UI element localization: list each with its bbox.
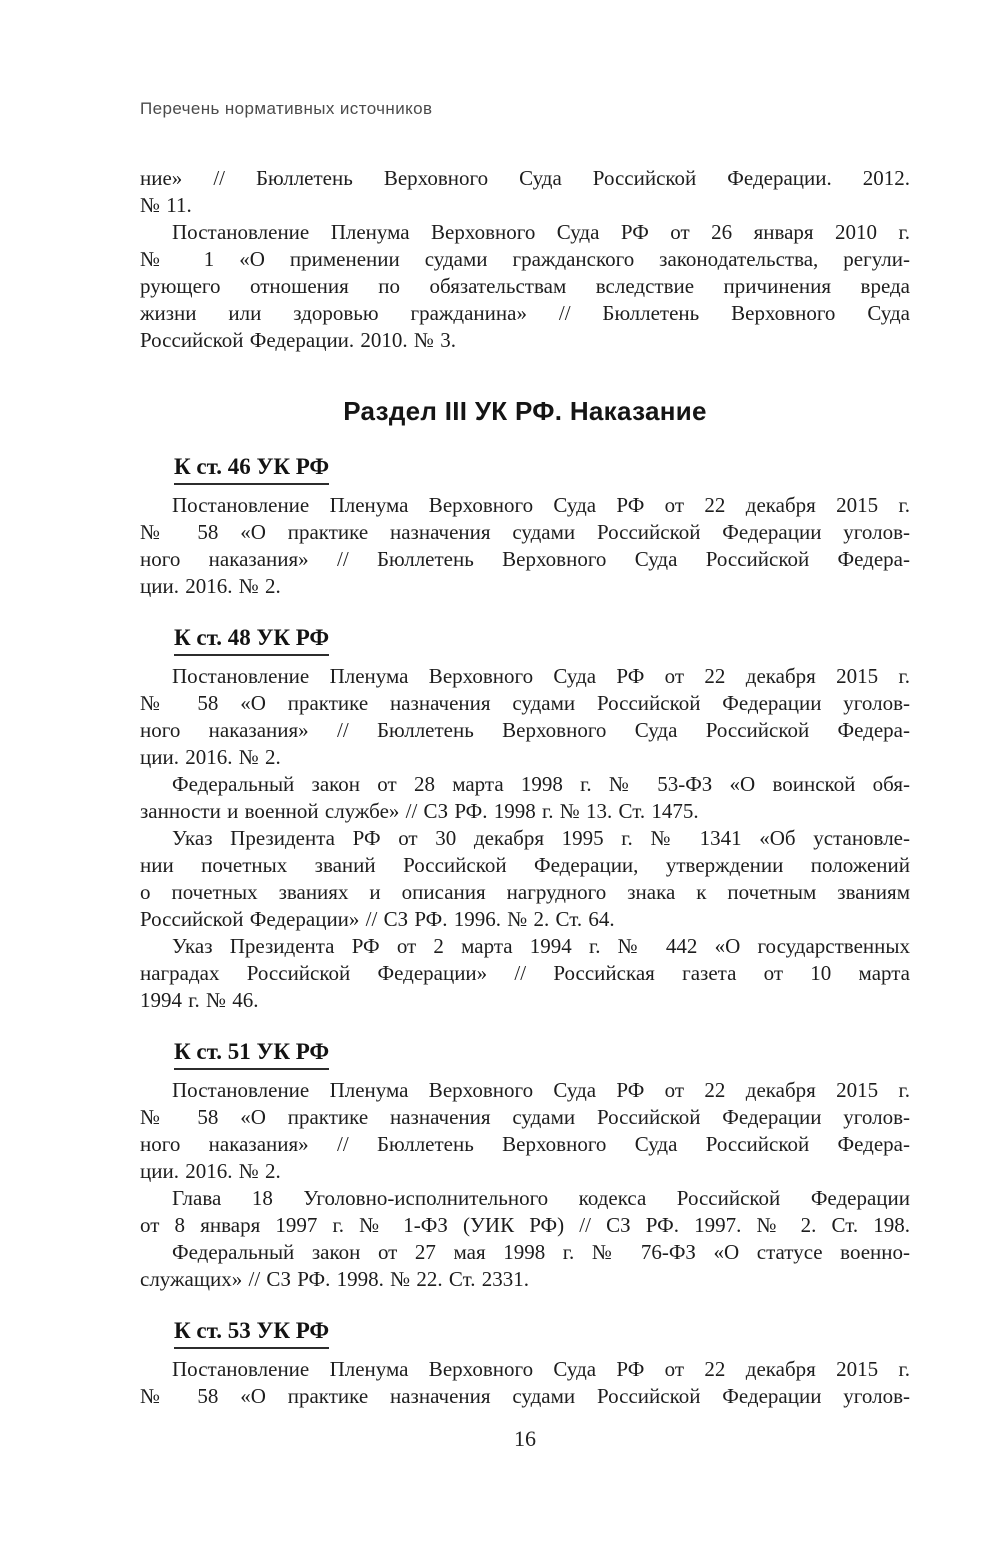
paragraph [140, 1185, 910, 1239]
running-header: Перечень нормативных источников [140, 99, 433, 118]
article-heading-46 [174, 453, 910, 485]
text-line: ции. 2016. № 2. [140, 574, 281, 598]
article-heading-46-label: К ст. 46 УК РФ [174, 453, 329, 485]
article-heading-48 [174, 624, 910, 656]
article-heading-51-label: К ст. 51 УК РФ [174, 1038, 329, 1070]
paragraph [140, 771, 910, 825]
text-line: Постановление Пленума Верховного Суда РФ от 26 января 2010 г. [172, 220, 910, 244]
text-line: Федеральный закон от 28 марта 1998 г. № 53-ФЗ «О воинской обя- [172, 772, 910, 796]
paragraph [140, 1239, 910, 1293]
article-heading-53-label: К ст. 53 УК РФ [174, 1317, 329, 1349]
text-line: ного наказания» // Бюллетень Верховного Суда Российской Федера- [140, 718, 910, 742]
paragraph-carryover [140, 165, 910, 219]
text-line: служащих» // СЗ РФ. 1998. № 22. Ст. 2331. [140, 1267, 529, 1291]
text-line: № 11. [140, 193, 192, 217]
text-line: Постановление Пленума Верховного Суда РФ от 22 декабря 2015 г. [172, 1357, 910, 1381]
text-line: Постановление Пленума Верховного Суда РФ от 22 декабря 2015 г. [172, 493, 910, 517]
text-line: № 58 «О практике назначения судами Российской Федерации уголов- [140, 1384, 910, 1408]
text-line: Постановление Пленума Верховного Суда РФ от 22 декабря 2015 г. [172, 1078, 910, 1102]
paragraph [140, 492, 910, 600]
text-line: ного наказания» // Бюллетень Верховного Суда Российской Федера- [140, 547, 910, 571]
text-line: № 58 «О практике назначения судами Российской Федерации уголов- [140, 520, 910, 544]
text-line: Федеральный закон от 27 мая 1998 г. № 76-ФЗ «О статусе военно- [172, 1240, 910, 1264]
text-line: ции. 2016. № 2. [140, 745, 281, 769]
article-heading-48-label: К ст. 48 УК РФ [174, 624, 329, 656]
text-line: жизни или здоровью гражданина» // Бюллетень Верховного Суда [140, 301, 910, 325]
text-line: Указ Президента РФ от 30 декабря 1995 г. № 1341 «Об установле- [172, 826, 910, 850]
article-heading-51 [174, 1038, 910, 1070]
text-line: ние» // Бюллетень Верховного Суда Российской Федерации. 2012. [140, 166, 910, 190]
text-line: занности и военной службе» // СЗ РФ. 1998 г. № 13. Ст. 1475. [140, 799, 699, 823]
text-line: Российской Федерации» // СЗ РФ. 1996. № 2. Ст. 64. [140, 907, 615, 931]
text-line: Российской Федерации. 2010. № 3. [140, 328, 456, 352]
paragraph [140, 663, 910, 771]
text-line: Глава 18 Уголовно-исполнительного кодекса Российской Федерации [172, 1186, 910, 1210]
paragraph [140, 1356, 910, 1410]
text-line: № 1 «О применении судами гражданского законодательства, регули- [140, 247, 910, 271]
text-line: Указ Президента РФ от 2 марта 1994 г. № 442 «О государственных [172, 934, 910, 958]
text-line: наградах Российской Федерации» // Российская газета от 10 марта [140, 961, 910, 985]
text-line: нии почетных званий Российской Федерации, утверждении положений [140, 853, 910, 877]
text-line: Постановление Пленума Верховного Суда РФ от 22 декабря 2015 г. [172, 664, 910, 688]
text-line: ного наказания» // Бюллетень Верховного Суда Российской Федера- [140, 1132, 910, 1156]
text-line: о почетных званиях и описания нагрудного знака к почетным званиям [140, 880, 910, 904]
article-heading-53 [174, 1317, 910, 1349]
text-line: ции. 2016. № 2. [140, 1159, 281, 1183]
page-number: 16 [514, 1426, 536, 1451]
text-line: от 8 января 1997 г. № 1-ФЗ (УИК РФ) // СЗ РФ. 1997. № 2. Ст. 198. [140, 1213, 910, 1237]
paragraph [140, 1077, 910, 1185]
text-line: 1994 г. № 46. [140, 988, 259, 1012]
paragraph [140, 933, 910, 1014]
paragraph [140, 219, 910, 354]
text-line: рующего отношения по обязательствам вследствие причинения вреда [140, 274, 910, 298]
section-title: Раздел III УК РФ. Наказание [343, 396, 707, 426]
text-column [140, 165, 910, 1410]
text-line: № 58 «О практике назначения судами Российской Федерации уголов- [140, 1105, 910, 1129]
paragraph [140, 825, 910, 933]
text-line: № 58 «О практике назначения судами Российской Федерации уголов- [140, 691, 910, 715]
